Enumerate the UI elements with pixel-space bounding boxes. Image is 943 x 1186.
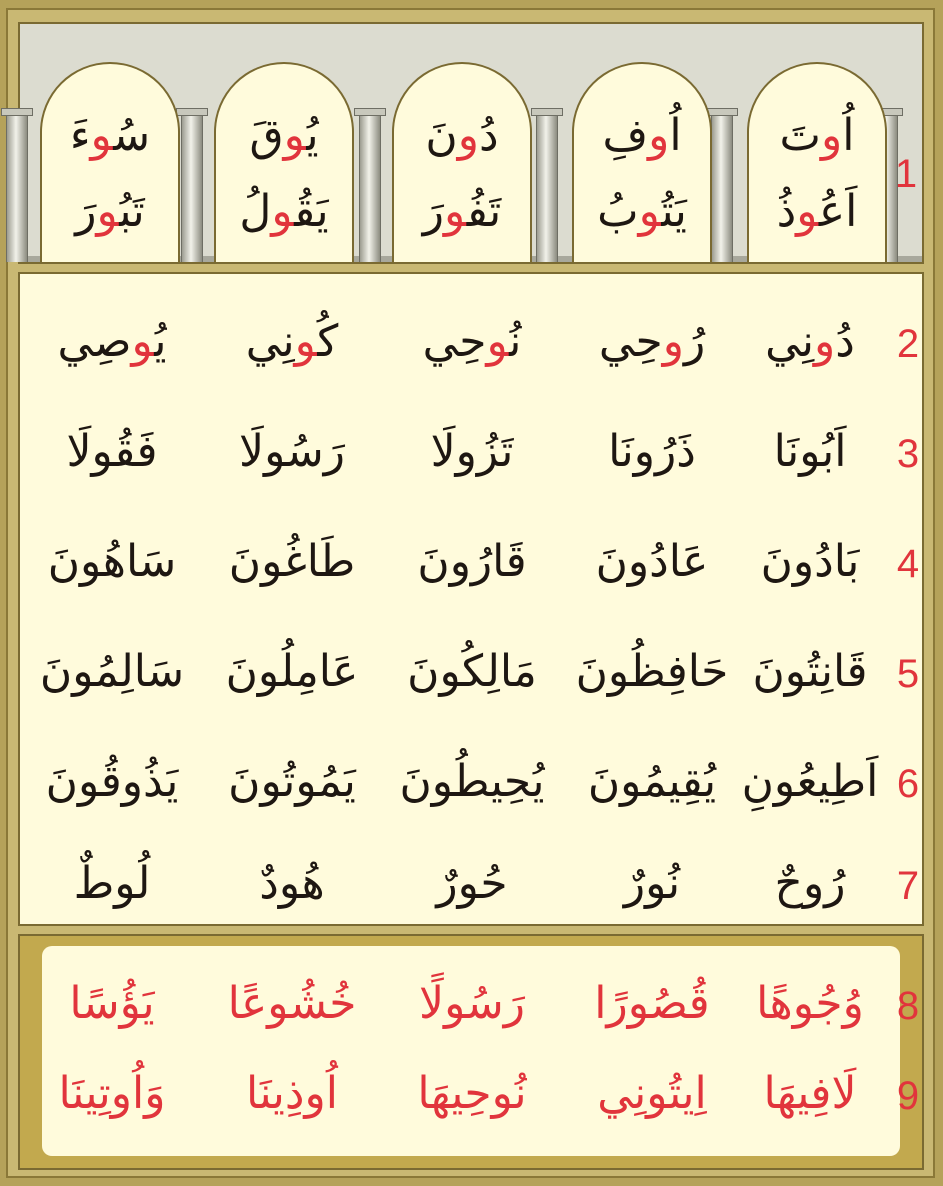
word-segment: يُ — [154, 316, 167, 367]
word-segment: تَ — [779, 110, 821, 161]
red-lesson-word: وَاُوتِينَا — [58, 1068, 166, 1119]
highlighted-letter: و — [271, 186, 295, 237]
highlighted-letter: و — [444, 186, 467, 237]
highlighted-letter: و — [638, 186, 662, 237]
red-lesson-word: لَافِيهَا — [763, 1068, 857, 1119]
lesson-word — [720, 312, 900, 372]
highlighted-letter: و — [294, 316, 318, 367]
word-segment: اَعُ — [818, 186, 858, 237]
word-segment: يُحِيطُونَ — [399, 756, 545, 807]
highlighted-letter: و — [662, 316, 684, 367]
red-lesson-word: خُشُوعًا — [227, 978, 357, 1029]
arch-word-bottom — [552, 182, 732, 242]
lesson-word — [22, 312, 202, 372]
word-segment: قَارُونَ — [417, 536, 527, 587]
word-segment: عَادُونَ — [595, 536, 709, 587]
lesson-word — [202, 312, 382, 372]
word-segment: ذُ — [776, 186, 797, 237]
lesson-word — [22, 854, 202, 914]
highlighted-letter: و — [90, 110, 114, 161]
lesson-word — [720, 642, 900, 702]
word-segment: بُ — [597, 186, 639, 237]
word-segment: يَقُ — [294, 186, 329, 237]
lesson-word — [562, 312, 742, 372]
word-segment: مَالِكُونَ — [407, 646, 537, 697]
highlighted-letter: و — [131, 316, 155, 367]
lesson-word — [562, 422, 742, 482]
red-lesson-word: قُصُورًا — [594, 978, 710, 1029]
word-segment: نُورٌ — [623, 858, 681, 909]
lesson-word — [202, 422, 382, 482]
word-segment: حُورٌ — [436, 858, 508, 909]
row-number: 6 — [896, 762, 920, 806]
arcade — [20, 24, 922, 262]
word-segment: طَاغُونَ — [228, 536, 356, 587]
word-segment: اَطِيعُونِ — [741, 756, 879, 807]
word-segment: قَانِتُونَ — [752, 646, 868, 697]
lesson-word — [382, 854, 562, 914]
highlighted-letter: و — [96, 186, 120, 237]
lesson-word — [720, 422, 900, 482]
word-segment: تَبُ — [119, 186, 145, 237]
highlighted-letter: و — [796, 186, 819, 237]
word-segment: رُوحٌ — [774, 858, 846, 909]
word-segment: نَ — [425, 110, 458, 161]
word-segment: بَادُونَ — [760, 536, 860, 587]
lesson-word — [720, 854, 900, 914]
word-segment: دُ — [478, 110, 499, 161]
highlighted-letter: و — [486, 316, 510, 367]
row-number: 3 — [896, 432, 920, 476]
arch-word-bottom — [372, 182, 552, 242]
word-segment: رَ — [422, 186, 444, 237]
lesson-word — [382, 312, 562, 372]
word-segment: عَامِلُونَ — [225, 646, 359, 697]
arch-word-bottom — [727, 182, 907, 242]
lesson-word — [22, 752, 202, 812]
word-segment: حَافِظُونَ — [575, 646, 729, 697]
word-segment: ذَرُونَا — [608, 426, 696, 477]
arch-word-top — [372, 106, 552, 166]
word-segment: حِي — [598, 316, 663, 367]
lesson-word — [382, 532, 562, 592]
word-segment: يَذُوقُونَ — [45, 756, 179, 807]
lesson-word — [202, 642, 382, 702]
lesson-word — [22, 422, 202, 482]
word-segment: يُقِيمُونَ — [587, 756, 717, 807]
lesson-word — [720, 532, 900, 592]
lesson-word — [562, 532, 742, 592]
row-number: 5 — [896, 652, 920, 696]
word-segment: ا — [669, 110, 682, 161]
word-segment: لُ — [239, 186, 272, 237]
word-segment: يَتُ — [661, 186, 687, 237]
lesson-word — [382, 422, 562, 482]
lesson-word — [720, 752, 900, 812]
word-segment: كُ — [317, 316, 339, 367]
row-number: 7 — [896, 864, 920, 908]
lesson-word — [562, 642, 742, 702]
arch-word-top — [552, 106, 732, 166]
highlighted-letter: ُو — [820, 110, 843, 161]
highlighted-letter: ُو — [283, 110, 307, 161]
red-lesson-word: نُوحِيهَا — [417, 1068, 527, 1119]
row-number: 8 — [896, 984, 920, 1028]
highlighted-letter: ُو — [648, 110, 670, 161]
word-segment: نُ — [509, 316, 522, 367]
arch-word-top — [194, 106, 374, 166]
red-lesson-word: وُجُوهًا — [756, 978, 864, 1029]
word-segment: ا — [842, 110, 855, 161]
lesson-word — [382, 752, 562, 812]
row-number: 9 — [896, 1074, 920, 1118]
arch-word-top — [727, 106, 907, 166]
lesson-word — [562, 854, 742, 914]
word-segment: يَمُوتُونَ — [228, 756, 356, 807]
arch-word-bottom — [20, 182, 200, 242]
word-segment: تَزُولَا — [430, 426, 514, 477]
word-segment: هُودٌ — [259, 858, 325, 909]
word-grid-panel — [18, 272, 924, 926]
lesson-word — [382, 642, 562, 702]
word-segment: فِ — [602, 110, 649, 161]
row-number: 2 — [896, 322, 920, 366]
highlighted-letter: و — [457, 110, 479, 161]
red-words-panel — [18, 934, 924, 1170]
word-segment: حِي — [422, 316, 487, 367]
word-segment: سَاهُونَ — [47, 536, 177, 587]
red-lesson-word: يَؤُسًا — [69, 978, 155, 1029]
word-segment: رَ — [75, 186, 97, 237]
word-segment: لُوطٌ — [73, 858, 151, 909]
word-segment: سُ — [113, 110, 151, 161]
word-segment: رَسُولَا — [239, 426, 345, 477]
word-segment: اَبُونَا — [773, 426, 847, 477]
word-segment: ي — [306, 110, 319, 161]
word-segment: صِي — [57, 316, 132, 367]
arcade-panel — [18, 22, 924, 264]
word-segment: نِي — [245, 316, 295, 367]
red-lesson-word: رَسُولًا — [419, 978, 525, 1029]
word-segment: ءَ — [69, 110, 91, 161]
word-segment: دُ — [835, 316, 855, 367]
arch-word-top — [20, 106, 200, 166]
red-lesson-word: اِيتُونِي — [597, 1068, 707, 1119]
word-segment: سَالِمُونَ — [39, 646, 185, 697]
lesson-word — [202, 854, 382, 914]
lesson-word — [202, 532, 382, 592]
word-segment: رُ — [683, 316, 706, 367]
lesson-word — [22, 642, 202, 702]
row-number: 4 — [896, 542, 920, 586]
lesson-word — [562, 752, 742, 812]
red-words-card — [42, 946, 920, 1156]
lesson-word — [202, 752, 382, 812]
word-segment: نِي — [765, 316, 815, 367]
highlighted-letter: و — [814, 316, 836, 367]
arch-word-bottom — [194, 182, 374, 242]
row-number: 1 — [894, 152, 918, 196]
red-lesson-word: اُوذِينَا — [246, 1068, 338, 1119]
lesson-word — [22, 532, 202, 592]
word-segment: تَفُ — [466, 186, 502, 237]
word-segment: قَ — [249, 110, 284, 161]
word-segment: فَقُولَا — [66, 426, 158, 477]
